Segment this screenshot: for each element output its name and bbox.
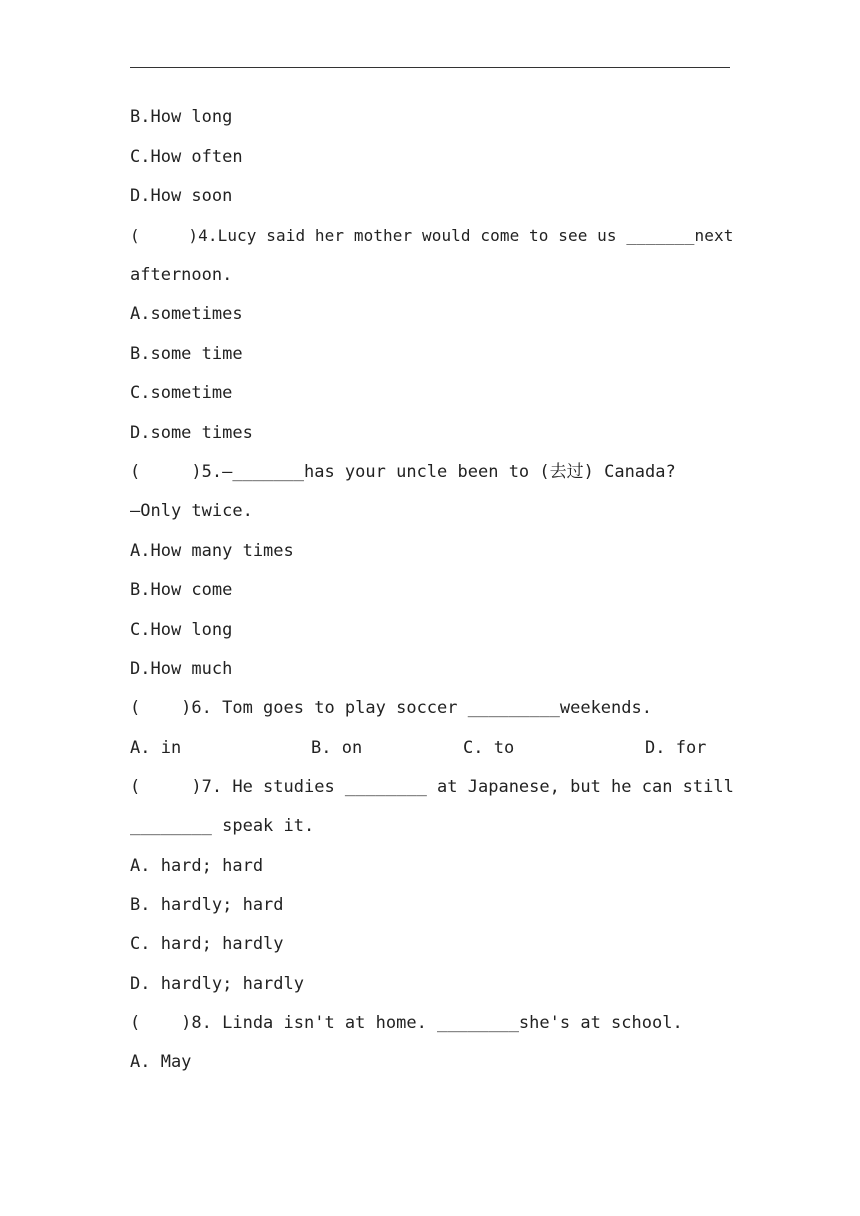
option-line: B.How long	[130, 107, 233, 127]
option-line: D.How soon	[130, 186, 233, 206]
option-line: D. hardly; hardly	[130, 974, 304, 994]
option-line: D.How much	[130, 659, 233, 679]
option-line: B.some time	[130, 344, 243, 364]
option-a: A. in	[130, 738, 182, 758]
question-7-cont: ________ speak it.	[130, 816, 315, 836]
option-b: B. on	[311, 738, 363, 758]
option-d: D. for	[645, 738, 707, 758]
option-line: B. hardly; hard	[130, 895, 284, 915]
option-c: C. to	[463, 738, 515, 758]
question-5-answer: —Only twice.	[130, 501, 253, 521]
option-line: A.How many times	[130, 541, 294, 561]
option-line: A. hard; hard	[130, 856, 264, 876]
question-5: ( )5.—_______has your uncle been to (去过) Canada?	[130, 462, 676, 482]
question-6-options	[130, 734, 730, 762]
question-4: ( )4.Lucy said her mother would come to see us _______next	[130, 226, 734, 245]
option-line: B.How come	[130, 580, 233, 600]
question-4-cont: afternoon.	[130, 265, 233, 285]
option-line: C.sometime	[130, 383, 233, 403]
option-line: D.some times	[130, 423, 253, 443]
question-8: ( )8. Linda isn't at home. ________she's at school.	[130, 1013, 683, 1033]
option-line: A.sometimes	[130, 304, 243, 324]
header-rule	[130, 67, 730, 68]
option-line: A. May	[130, 1052, 192, 1072]
question-7: ( )7. He studies ________ at Japanese, but he can still	[130, 777, 734, 797]
option-line: C.How long	[130, 620, 233, 640]
question-6: ( )6. Tom goes to play soccer _________weekends.	[130, 698, 652, 718]
option-line: C. hard; hardly	[130, 934, 284, 954]
option-line: C.How often	[130, 147, 243, 167]
